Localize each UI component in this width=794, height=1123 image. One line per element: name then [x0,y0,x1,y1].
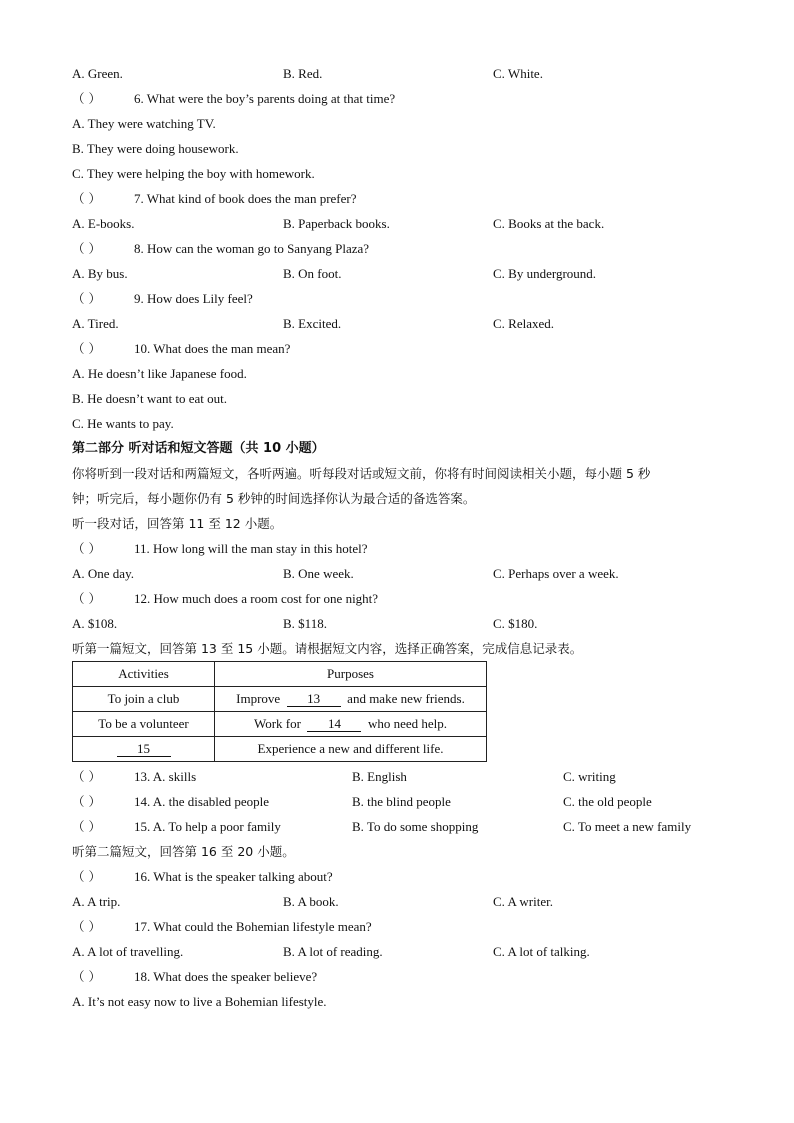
q15-option-a: 15. A. To help a poor family [134,819,281,834]
table-cell-activity [73,737,215,762]
q14-option-b: B. the blind people [352,794,451,809]
q13-option-c: C. writing [563,769,616,784]
q18-stem: （ ） 18. What does the speaker believe? [72,969,318,984]
q17-options [0,944,794,960]
table-row [73,737,487,762]
part2-intro-1: 你将听到一段对话和两篇短文，各听两遍。听每段对话或短文前，你将有时间阅读相关小题，每小题 5 秒 [72,466,651,481]
blank-15: 15 [117,742,171,757]
q8-options [0,266,794,282]
answer-paren: （ ） [72,969,101,984]
table-cell-activity: To join a club [73,687,215,712]
q14-option-a: 14. A. the disabled people [134,794,270,809]
q9-options [0,316,794,332]
q5-option-a: A. Green. [72,66,123,81]
q12-option-b: B. $118. [283,616,327,631]
q18-option-a: A. It’s not easy now to live a Bohemian lifestyle. [72,994,327,1009]
table-row [73,687,487,712]
q13-option-a: 13. A. skills [134,769,197,784]
q10-option-a: A. He doesn’t like Japanese food. [72,366,247,381]
answer-paren: （ ） [72,341,101,356]
part2-intro-2: 钟；听完后，每小题你仍有 5 秒钟的时间选择你认为最合适的备选答案。 [72,491,476,506]
passage1-instruction: 听第一篇短文，回答第 13 至 15 小题。请根据短文内容，选择正确答案，完成信息记录表。 [72,641,583,656]
q11-option-b: B. One week. [283,566,354,581]
q14-row [0,794,794,810]
q16-option-a: A. A trip. [72,894,121,909]
q6-option-c: C. They were helping the boy with homework. [72,166,315,181]
answer-paren: （ ） [72,191,101,206]
answer-paren: （ ） [72,819,101,834]
q16-options [0,894,794,910]
answer-paren: （ ） [72,794,101,809]
blank-14: 14 [307,717,361,732]
answer-paren: （ ） [72,769,101,784]
q8-option-a: A. By bus. [72,266,128,281]
table-cell-purpose: Improve 13 and make new friends. [215,687,487,712]
dialog-instruction: 听一段对话，回答第 11 至 12 小题。 [72,516,283,531]
q7-options [0,216,794,232]
q5-options [0,66,794,82]
q15-row [0,819,794,835]
q10-stem: （ ） 10. What does the man mean? [72,341,291,356]
q16-stem: （ ） 16. What is the speaker talking about? [72,869,333,884]
q6-stem: （ ） 6. What were the boy’s parents doing at that time? [72,91,396,106]
info-record-table [72,661,487,762]
table-cell-purpose: Work for 14 who need help. [215,712,487,737]
q11-option-a: A. One day. [72,566,134,581]
q15-option-b: B. To do some shopping [352,819,479,834]
q5-option-c: C. White. [493,66,543,81]
q6-option-b: B. They were doing housework. [72,141,239,156]
q12-option-c: C. $180. [493,616,538,631]
answer-paren: （ ） [72,241,101,256]
table-cell-activity: To be a volunteer [73,712,215,737]
q10-option-b: B. He doesn’t want to eat out. [72,391,228,406]
table-row [73,712,487,737]
q14-option-c: C. the old people [563,794,652,809]
table-header-purposes: Purposes [215,662,487,687]
q11-stem: （ ） 11. How long will the man stay in this hotel? [72,541,368,556]
blank-13: 13 [287,692,341,707]
q16-option-c: C. A writer. [493,894,553,909]
q13-row [0,769,794,785]
q17-stem: （ ） 17. What could the Bohemian lifestyle mean? [72,919,372,934]
part2-title: 第二部分 听对话和短文答题（共 10 小题） [72,441,325,456]
answer-paren: （ ） [72,541,101,556]
q7-option-c: C. Books at the back. [493,216,605,231]
passage2-instruction: 听第二篇短文，回答第 16 至 20 小题。 [72,844,295,859]
answer-paren: （ ） [72,291,101,306]
q8-stem: （ ） 8. How can the woman go to Sanyang Plaza? [72,241,370,256]
q16-option-b: B. A book. [283,894,339,909]
q17-option-c: C. A lot of talking. [493,944,590,959]
answer-paren: （ ） [72,91,101,106]
q7-stem: （ ） 7. What kind of book does the man prefer? [72,191,357,206]
q5-option-b: B. Red. [283,66,323,81]
q7-option-b: B. Paperback books. [283,216,390,231]
q17-option-b: B. A lot of reading. [283,944,383,959]
q11-option-c: C. Perhaps over a week. [493,566,619,581]
q9-option-a: A. Tired. [72,316,119,331]
q13-option-b: B. English [352,769,407,784]
q9-stem: （ ） 9. How does Lily feel? [72,291,253,306]
table-cell-purpose: Experience a new and different life. [215,737,487,762]
q8-option-c: C. By underground. [493,266,597,281]
q11-options [0,566,794,582]
table-header-row [73,662,487,687]
answer-paren: （ ） [72,919,101,934]
q9-option-c: C. Relaxed. [493,316,555,331]
q10-option-c: C. He wants to pay. [72,416,174,431]
answer-paren: （ ） [72,869,101,884]
q7-option-a: A. E-books. [72,216,135,231]
q15-option-c: C. To meet a new family [563,819,692,834]
q6-option-a: A. They were watching TV. [72,116,216,131]
q12-options [0,616,794,632]
q12-option-a: A. $108. [72,616,118,631]
q9-option-b: B. Excited. [283,316,342,331]
answer-paren: （ ） [72,591,101,606]
table-header-activities: Activities [73,662,215,687]
q12-stem: （ ） 12. How much does a room cost for one night? [72,591,379,606]
q17-option-a: A. A lot of travelling. [72,944,184,959]
q8-option-b: B. On foot. [283,266,342,281]
